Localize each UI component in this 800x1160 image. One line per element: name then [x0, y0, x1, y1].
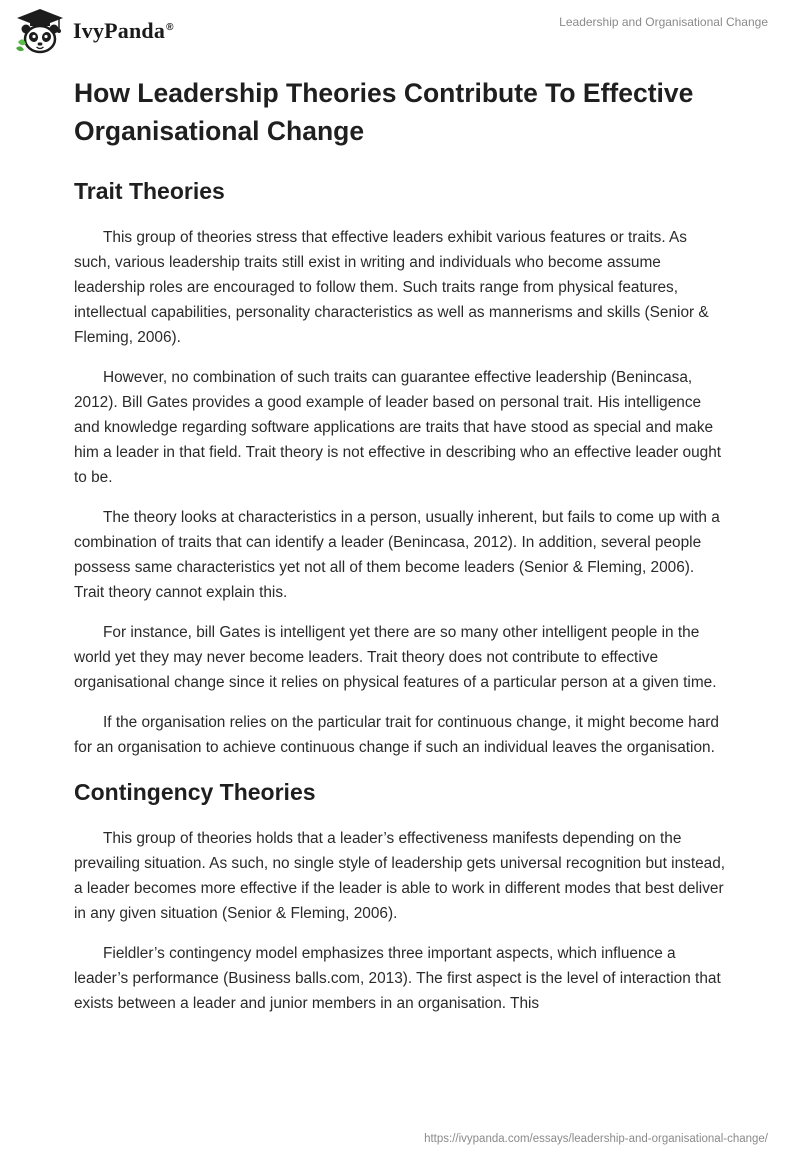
section-heading-trait-theories: Trait Theories [74, 178, 225, 204]
page-header [0, 0, 800, 60]
section-heading-contingency-theories: Contingency Theories [74, 779, 316, 805]
document-title: Leadership and Organisational Change [559, 15, 768, 29]
paragraph: Fieldler’s contingency model emphasizes three important aspects, which influence a leader’s performance (Business balls.com, 2013). The first aspect is the level of interaction that exists between a leader and junior members in an organisation. This [74, 945, 721, 1012]
paragraph: The theory looks at characteristics in a person, usually inherent, but fails to come up with a combination of traits that can identify a leader (Benincasa, 2012). In addition, several people possess same characteristics yet not all of them become leaders (Senior & Fleming, 2006). Trait theory cannot explain this. [74, 509, 720, 601]
article [74, 74, 728, 1016]
registered-mark: ® [166, 21, 174, 33]
ivypanda-logo[interactable] [14, 8, 174, 54]
paragraph: However, no combination of such traits can guarantee effective leadership (Benincasa, 2012). Bill Gates provides a good example of leader based on personal trait. His intelligence and knowledge regarding software applications are traits that have stood as special and make him a leader in that field. Trait theory is not effective in describing who an effective leader ought to be. [74, 369, 722, 486]
source-url[interactable]: https://ivypanda.com/essays/leadership-and-organisational-change/ [424, 1133, 768, 1145]
paragraph: If the organisation relies on the particular trait for continuous change, it might become hard for an organisation to achieve continuous change if such an individual leaves the organisation. [74, 714, 719, 756]
paragraph: For instance, bill Gates is intelligent yet there are so many other intelligent people in the world yet they may never become leaders. Trait theory does not contribute to effective organisational change since it relies on physical features of a particular person at a given time. [74, 624, 717, 691]
brand-name: IvyPanda® [73, 18, 174, 43]
article-title: How Leadership Theories Contribute To Effective Organisational Change [74, 78, 694, 146]
paragraph: This group of theories stress that effective leaders exhibit various features or traits. As such, various leadership traits still exist in writing and individuals who become assume leadership roles are encouraged to follow them. Such traits range from physical features, intellectual capabilities, personality characteristics as well as mannerisms and skills (Senior & Fleming, 2006). [74, 229, 709, 346]
panda-icon [14, 8, 66, 54]
paragraph: This group of theories holds that a leader’s effectiveness manifests depending on the prevailing situation. As such, no single style of leadership gets universal recognition but instead, a leader becomes more effective if the leader is able to work in different modes that best deliver in any given situation (Senior & Fleming, 2006). [74, 830, 726, 922]
